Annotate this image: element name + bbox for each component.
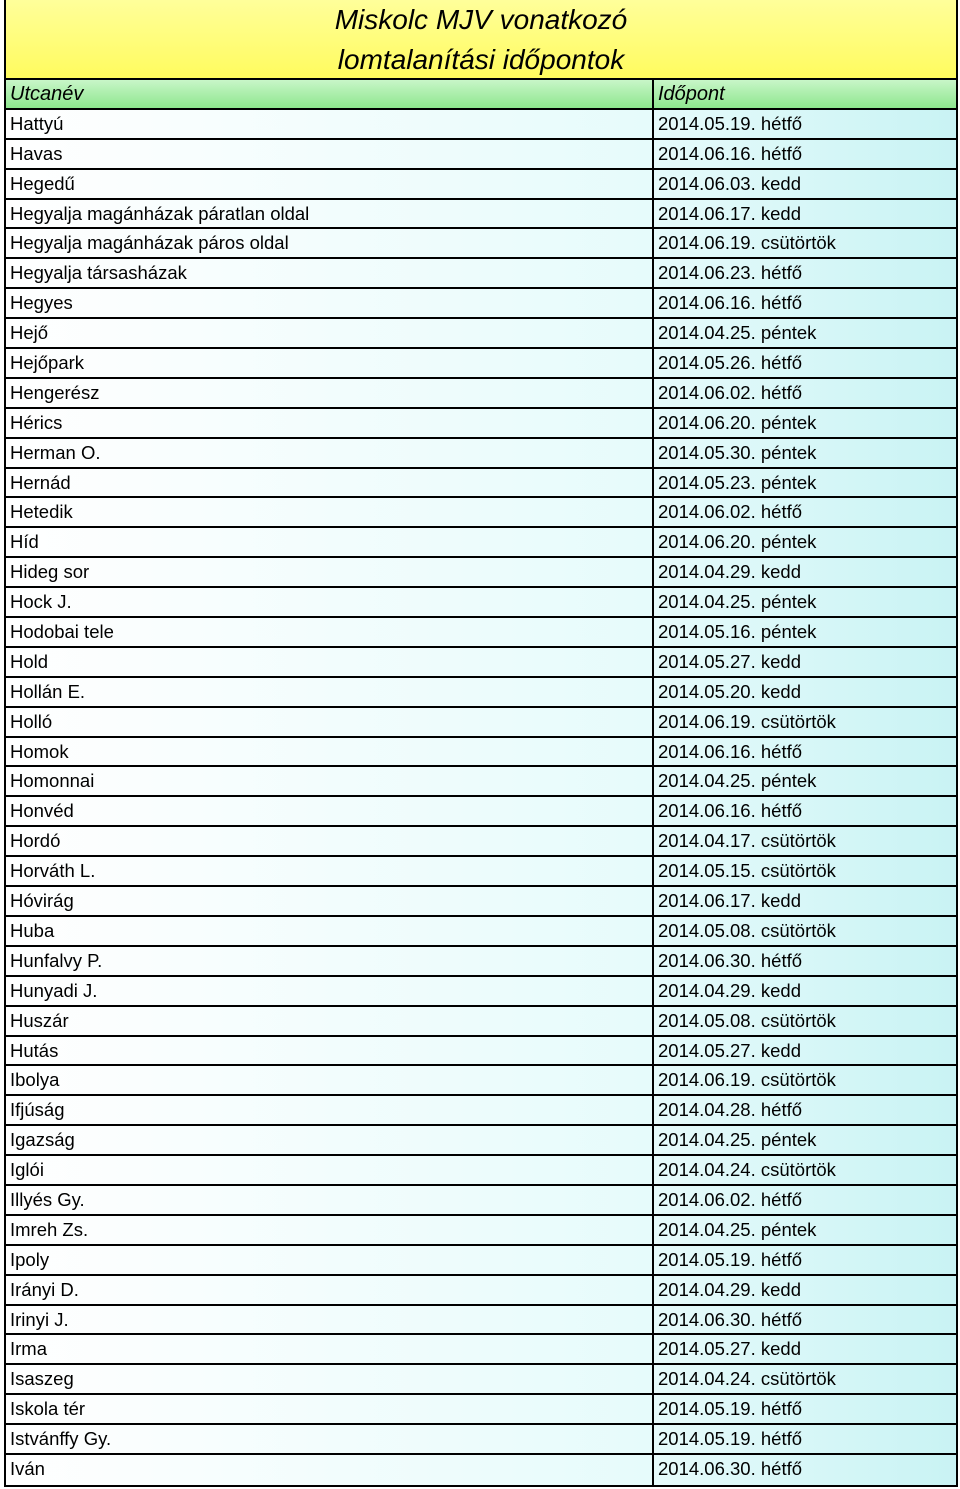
table-row [6,678,956,708]
street-name-cell: Hetedik [6,498,654,526]
table-row [6,947,956,977]
date-cell: 2014.06.03. kedd [654,170,956,198]
table-row [6,738,956,768]
date-cell: 2014.05.20. kedd [654,678,956,706]
date-cell: 2014.05.19. hétfő [654,1246,956,1274]
street-name-cell: Huszár [6,1007,654,1035]
table-row [6,618,956,648]
column-header-street: Utcanév [6,80,654,108]
table-row [6,1216,956,1246]
table-row [6,289,956,319]
date-cell: 2014.06.19. csütörtök [654,708,956,736]
date-cell: 2014.06.16. hétfő [654,140,956,168]
column-header-date: Időpont [654,80,956,108]
date-cell: 2014.06.02. hétfő [654,498,956,526]
title-line-1: Miskolc MJV vonatkozó [334,4,628,35]
street-name-cell: Hejőpark [6,349,654,377]
street-name-cell: Hodobai tele [6,618,654,646]
date-cell: 2014.06.23. hétfő [654,259,956,287]
table-row [6,1096,956,1126]
table-row [6,1335,956,1365]
street-name-cell: Ibolya [6,1066,654,1094]
street-name-cell: Hegyalja magánházak páros oldal [6,229,654,257]
street-name-cell: Herman O. [6,439,654,467]
street-name-cell: Isaszeg [6,1365,654,1393]
date-cell: 2014.05.27. kedd [654,1037,956,1065]
street-name-cell: Holló [6,708,654,736]
table-row [6,797,956,827]
street-name-cell: Hernád [6,469,654,497]
street-name-cell: Hunfalvy P. [6,947,654,975]
date-cell: 2014.04.25. péntek [654,767,956,795]
street-name-cell: Hattyú [6,110,654,138]
street-name-cell: Imreh Zs. [6,1216,654,1244]
street-name-cell: Hordó [6,827,654,855]
table-row [6,1156,956,1186]
table-row [6,1455,956,1485]
table-row [6,1246,956,1276]
street-name-cell: Híd [6,528,654,556]
street-name-cell: Hóvirág [6,887,654,915]
table-row [6,648,956,678]
date-cell: 2014.05.08. csütörtök [654,1007,956,1035]
table-row [6,1126,956,1156]
date-cell: 2014.04.29. kedd [654,1276,956,1304]
date-cell: 2014.06.17. kedd [654,200,956,228]
street-name-cell: Hegyalja magánházak páratlan oldal [6,200,654,228]
street-name-cell: Horváth L. [6,857,654,885]
date-cell: 2014.05.08. csütörtök [654,917,956,945]
table-row [6,229,956,259]
date-cell: 2014.05.30. péntek [654,439,956,467]
street-name-cell: Hérics [6,409,654,437]
date-cell: 2014.06.02. hétfő [654,1186,956,1214]
date-cell: 2014.05.15. csütörtök [654,857,956,885]
table-row [6,917,956,947]
street-name-cell: Igazság [6,1126,654,1154]
date-cell: 2014.06.30. hétfő [654,1306,956,1334]
street-name-cell: Homok [6,738,654,766]
street-name-cell: Homonnai [6,767,654,795]
date-cell: 2014.04.29. kedd [654,977,956,1005]
table-header-row [6,80,956,110]
title-line-2: lomtalanítási időpontok [337,44,625,75]
date-cell: 2014.04.25. péntek [654,1216,956,1244]
street-name-cell: Havas [6,140,654,168]
table-row [6,379,956,409]
street-name-cell: Illyés Gy. [6,1186,654,1214]
date-cell: 2014.06.02. hétfő [654,379,956,407]
table-row [6,349,956,379]
date-cell: 2014.06.16. hétfő [654,738,956,766]
date-cell: 2014.04.29. kedd [654,558,956,586]
table-row [6,110,956,140]
date-cell: 2014.05.23. péntek [654,469,956,497]
street-name-cell: Hold [6,648,654,676]
street-name-cell: Iglói [6,1156,654,1184]
street-name-cell: Hegedű [6,170,654,198]
table-row [6,1365,956,1395]
table-row [6,1425,956,1455]
date-cell: 2014.04.28. hétfő [654,1096,956,1124]
date-cell: 2014.06.16. hétfő [654,797,956,825]
street-name-cell: Irma [6,1335,654,1363]
table-row [6,259,956,289]
table-row [6,469,956,499]
table-row [6,498,956,528]
date-cell: 2014.06.17. kedd [654,887,956,915]
date-cell: 2014.05.26. hétfő [654,349,956,377]
table-row [6,528,956,558]
table-row [6,1037,956,1067]
date-cell: 2014.06.19. csütörtök [654,229,956,257]
table-row [6,140,956,170]
date-cell: 2014.06.19. csütörtök [654,1066,956,1094]
table-row [6,708,956,738]
schedule-sheet [4,0,958,1487]
table-row [6,1306,956,1336]
date-cell: 2014.04.24. csütörtök [654,1365,956,1393]
table-body [6,110,956,1485]
table-row [6,319,956,349]
street-name-cell: Hengerész [6,379,654,407]
table-row [6,827,956,857]
date-cell: 2014.04.25. péntek [654,588,956,616]
table-row [6,1066,956,1096]
street-name-cell: Irányi D. [6,1276,654,1304]
table-row [6,439,956,469]
street-name-cell: Hideg sor [6,558,654,586]
table-row [6,588,956,618]
street-name-cell: Honvéd [6,797,654,825]
sheet-title [6,0,956,80]
street-name-cell: Hegyalja társasházak [6,259,654,287]
date-cell: 2014.04.25. péntek [654,319,956,347]
table-row [6,977,956,1007]
date-cell: 2014.05.19. hétfő [654,1395,956,1423]
street-name-cell: Ipoly [6,1246,654,1274]
street-name-cell: Huba [6,917,654,945]
table-row [6,1276,956,1306]
date-cell: 2014.05.16. péntek [654,618,956,646]
street-name-cell: Iván [6,1455,654,1485]
date-cell: 2014.04.17. csütörtök [654,827,956,855]
table-row [6,1395,956,1425]
table-row [6,887,956,917]
table-row [6,767,956,797]
street-name-cell: Hejő [6,319,654,347]
date-cell: 2014.04.24. csütörtök [654,1156,956,1184]
table-row [6,1186,956,1216]
date-cell: 2014.05.27. kedd [654,648,956,676]
date-cell: 2014.06.20. péntek [654,528,956,556]
date-cell: 2014.06.30. hétfő [654,1455,956,1485]
date-cell: 2014.06.20. péntek [654,409,956,437]
table-row [6,857,956,887]
date-cell: 2014.06.30. hétfő [654,947,956,975]
date-cell: 2014.04.25. péntek [654,1126,956,1154]
street-name-cell: Hollán E. [6,678,654,706]
date-cell: 2014.06.16. hétfő [654,289,956,317]
date-cell: 2014.05.19. hétfő [654,1425,956,1453]
street-name-cell: Hutás [6,1037,654,1065]
street-name-cell: Ifjúság [6,1096,654,1124]
date-cell: 2014.05.19. hétfő [654,110,956,138]
table-row [6,558,956,588]
table-row [6,200,956,230]
street-name-cell: Iskola tér [6,1395,654,1423]
street-name-cell: Irinyi J. [6,1306,654,1334]
table-row [6,170,956,200]
table-row [6,1007,956,1037]
table-row [6,409,956,439]
date-cell: 2014.05.27. kedd [654,1335,956,1363]
street-name-cell: Hock J. [6,588,654,616]
street-name-cell: Hegyes [6,289,654,317]
street-name-cell: Istvánffy Gy. [6,1425,654,1453]
street-name-cell: Hunyadi J. [6,977,654,1005]
